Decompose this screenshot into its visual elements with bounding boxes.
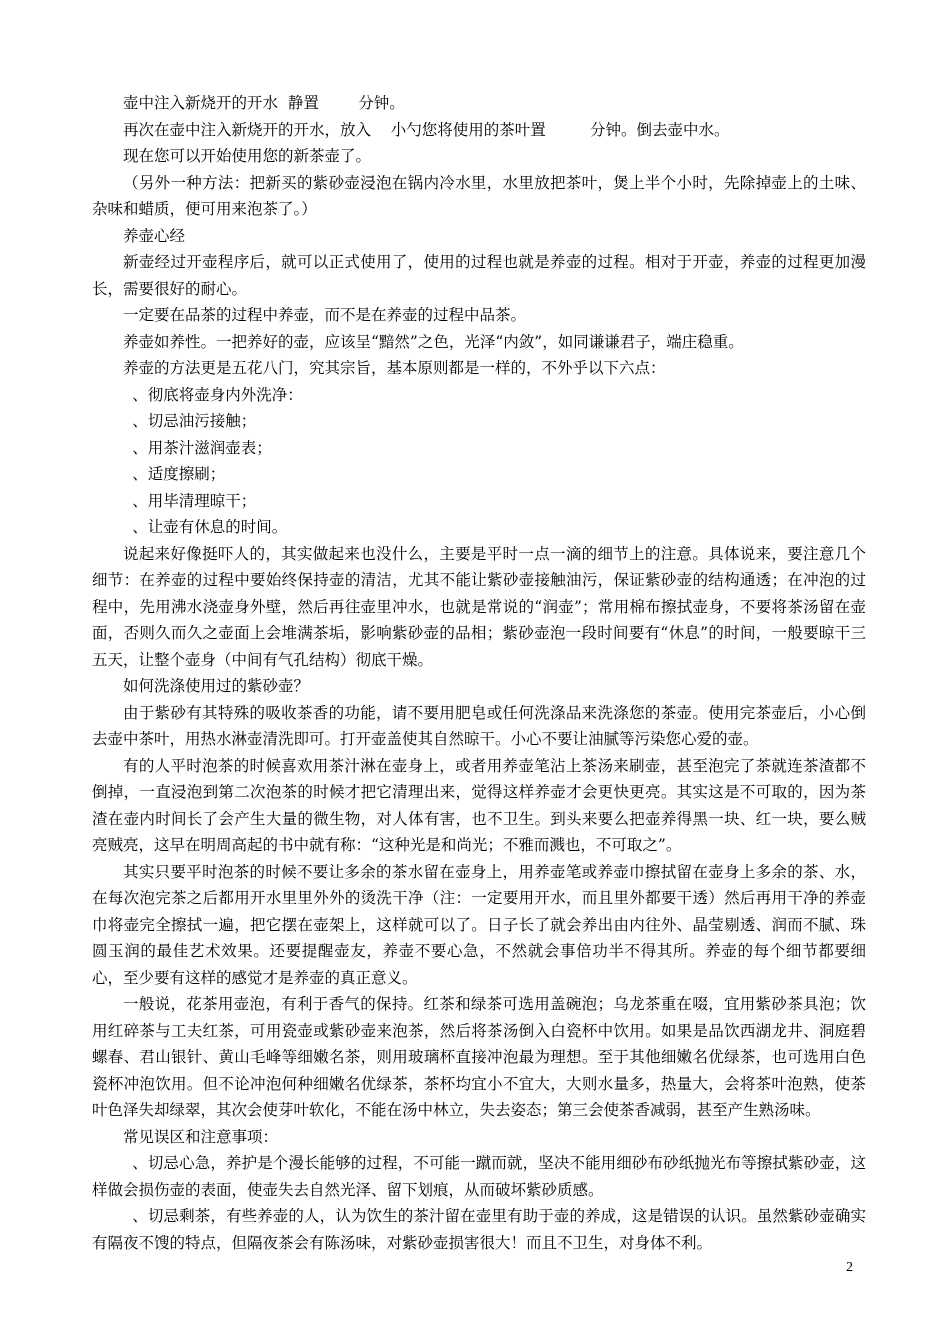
document-body (92, 90, 866, 1256)
paragraph: 由于紫砂有其特殊的吸收茶香的功能，请不要用肥皂或任何洗涤品来洗涤您的茶壶。使用完茶壶后，小心倒去壶中茶叶，用热水淋壶清洗即可。打开壶盖使其自然晾干。小心不要让油腻等污染您心爱的壶。 (92, 703, 866, 748)
list-item: 、切忌剩茶，有些养壶的人，认为饮生的茶汁留在壶里有助于壶的养成，这是错误的认识。虽然紫砂壶确实有隔夜不馊的特点，但隔夜茶会有陈汤味，对紫砂壶损害很大！而且不卫生，对身体不利。 (92, 1207, 866, 1252)
paragraph: 现在您可以开始使用您的新茶壶了。 (123, 147, 372, 165)
list-item: 、用茶汁滋润壶表； (132, 438, 272, 457)
paragraph: 再次在壶中注入新烧开的开水，放入 小勺您将使用的茶叶置 分钟。倒去壶中水。 (123, 120, 730, 139)
paragraph: 说起来好像挺吓人的，其实做起来也没什么，主要是平时一点一滴的细节上的注意。具体说来，要注意几个细节：在养壶的过程中要始终保持壶的清洁，尤其不能让紫砂壶接触油污，保证紫砂壶的结构通透；在冲泡的过程中，先用沸水浇壶身外壁，然后再往壶里冲水，也就是常说的“润壶”；常用棉布擦拭壶身，不要将茶汤留在壶面，否则久而久之壶面上会堆满茶垢，影响紫砂壶的品相；紫砂壶泡一段时间要有“休息”的时间，一般要晾干三五天，让整个壶身（中间有气孔结构）彻底干燥。 (92, 544, 866, 669)
list-item: 、切忌心急，养护是个漫长能够的过程，不可能一蹴而就，坚决不能用细砂布砂纸抛光布等擦拭紫砂壶，这样做会损伤壶的表面，使壶失去自然光泽、留下划痕，从而破坏紫砂质感。 (92, 1154, 866, 1199)
paragraph: 养壶如养性。一把养好的壶，应该呈“黯然”之色，光泽“内敛”，如同谦谦君子，端庄稳重。 (123, 332, 744, 351)
list-item: 、适度擦刷； (132, 465, 226, 483)
list-item: 、切忌油污接触； (132, 412, 257, 430)
paragraph: 一定要在品茶的过程中养壶，而不是在养壶的过程中品茶。 (123, 306, 527, 324)
list-item: 、让壶有休息的时间。 (132, 518, 288, 536)
paragraph: 新壶经过开壶程序后，就可以正式使用了，使用的过程也就是养壶的过程。相对于开壶，养壶的过程更加漫长，需要很好的耐心。 (92, 253, 866, 298)
paragraph: 常见误区和注意事项： (123, 1127, 279, 1146)
paragraph: 如何洗涤使用过的紫砂壶？ (123, 677, 310, 695)
paragraph: 一般说，花茶用壶泡，有利于香气的保持。红茶和绿茶可选用盖碗泡；乌龙茶重在啜，宜用紫砂茶具泡；饮用红碎茶与工夫红茶，可用瓷壶或紫砂壶来泡茶，然后将茶汤倒入白瓷杯中饮用。如果是品饮西湖龙井、洞庭碧螺春、君山银针、黄山毛峰等细嫩名茶，则用玻璃杯直接冲泡最为理想。至于其他细嫩名优绿茶，也可选用白色瓷杯冲泡饮用。但不论冲泡何种细嫩名优绿茶，茶杯均宜小不宜大，大则水量多，热量大，会将茶叶泡熟，使茶叶色泽失却绿翠，其次会使芽叶软化，不能在汤中林立，失去姿态；第三会使茶香减弱，甚至产生熟汤味。 (92, 995, 866, 1119)
list-item: 、用毕清理晾干； (132, 491, 257, 510)
list-item: 、彻底将壶身内外洗净： (132, 385, 303, 404)
page-number: 2 (846, 1260, 853, 1275)
paragraph: 养壶的方法更是五花八门，究其宗旨，基本原则都是一样的，不外乎以下六点： (123, 359, 666, 377)
paragraph: 其实只要平时泡茶的时候不要让多余的茶水留在壶身上，用养壶笔或养壶巾擦拭留在壶身上多余的茶、水，在每次泡完茶之后都用开水里里外外的烫洗干净（注：一定要用开水，而且里外都要干透）然后再用干净的养壶巾将壶完全擦拭一遍，把它摆在壶架上，这样就可以了。日子长了就会养出由内往外、晶莹剔透、润而不腻、珠圆玉润的最佳艺术效果。还要提醒壶友，养壶不要心急，不然就会事倍功半不得其所。养壶的每个细节都要细心，至少要有这样的感觉才是养壶的真正意义。 (92, 862, 866, 987)
paragraph: 壶中注入新烧开的开水 静置 分钟。 (123, 94, 405, 112)
paragraph: 养壶心经 (123, 226, 186, 245)
paragraph: （另外一种方法：把新买的紫砂壶浸泡在锅内冷水里，水里放把茶叶，煲上半个小时，先除掉壶上的土味、杂味和蜡质，便可用来泡茶了。） (92, 173, 866, 218)
paragraph: 有的人平时泡茶的时候喜欢用茶汁淋在壶身上，或者用养壶笔沾上茶汤来刷壶，甚至泡完了茶就连茶渣都不倒掉，一直浸泡到第二次泡茶的时候才把它清理出来，觉得这样养壶才会更快更亮。其实这是不可取的，因为茶渣在壶内时间长了会产生大量的微生物，对人体有害，也不卫生。到头来要么把壶养得黑一块、红一块，要么贼亮贼亮，这早在明周高起的书中就有称：“这种光是和尚光；不雅而溅也，不可取之”。 (92, 756, 866, 854)
